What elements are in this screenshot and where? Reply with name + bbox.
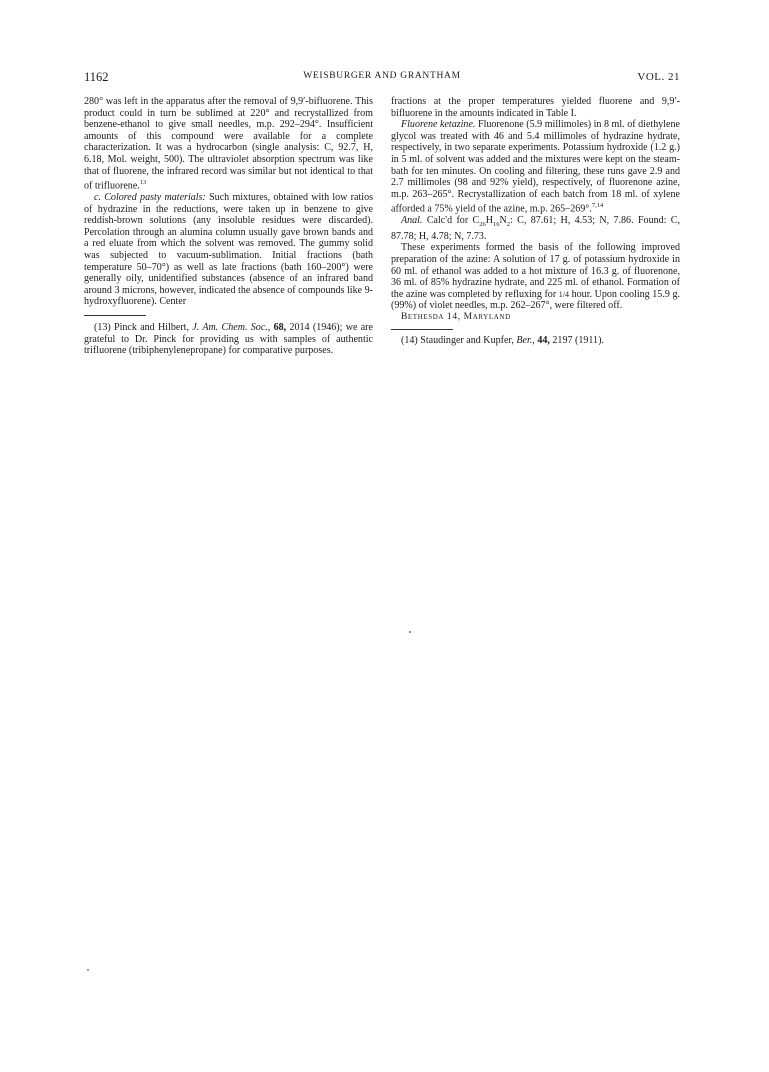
footnote-text: (13) Pinck and Hilbert, bbox=[94, 322, 193, 334]
footnote-text: 2014 (1946); we are grateful to Dr. Pinck for providing us with samples of authentic trifluorene (tribiphenylenepropane) for comparative purposes. bbox=[84, 322, 373, 357]
footnote-divider bbox=[84, 315, 146, 316]
footnote-text: (14) Staudinger and Kupfer, bbox=[401, 334, 517, 346]
reference-marker: 13 bbox=[139, 179, 147, 187]
analysis-label: Anal. bbox=[401, 215, 423, 227]
volume-number: 68, bbox=[270, 322, 287, 334]
fraction: 1/4 bbox=[558, 289, 570, 299]
journal-name: J. Am. Chem. Soc., bbox=[192, 322, 271, 334]
paragraph-text: fractions at the proper temperatures yielded fluorene and 9,9′-bifluorene in the amounts indicated in Table I. bbox=[391, 96, 680, 119]
subscript: 26 bbox=[479, 221, 486, 229]
page-number: 1162 bbox=[84, 70, 109, 84]
paragraph bbox=[391, 96, 680, 119]
running-title: WEISBURGER AND GRANTHAM bbox=[303, 71, 461, 81]
scan-speck bbox=[87, 969, 89, 971]
journal-name: Ber., bbox=[516, 334, 535, 346]
section-label: Fluorene ketazine. bbox=[401, 119, 476, 131]
footnote-divider bbox=[391, 329, 453, 330]
analysis-text: : C, 87.61; H, 4.53; N, 7.86. Found: C, 87.78; H, 4.78; N, 7.73. bbox=[391, 215, 680, 242]
paragraph bbox=[84, 96, 373, 192]
paragraph bbox=[391, 119, 680, 215]
scan-speck bbox=[409, 631, 411, 633]
running-header bbox=[84, 70, 680, 86]
paragraph-text: Fluorenone (5.9 millimoles) in 8 ml. of diethylene glycol was treated with 46 and 5.4 millimoles of hydrazine hydrate, respectively, in two separate experiments. Potassium hydroxide (1.2 g.) in 5 ml. of solvent was added and the mixtures were kept on the steam-bath for ten minutes. On cooling and filtering, these runs gave 2.9 and 2.7 millimoles (98 and 92% yield), respectively, of fluorenone azine, m.p. 263–265°. Recrystallization of each batch from 18 ml. of xylene afforded a 75% yield of the azine, m.p. 265–269°. bbox=[391, 119, 680, 215]
analysis-text: Calc'd for C bbox=[422, 215, 480, 227]
left-column bbox=[84, 96, 373, 357]
section-label: c. Colored pasty materials: bbox=[94, 192, 206, 204]
paragraph-text: hour. Upon cooling 15.9 g. (99%) of violet needles, m.p. 262–267°, were filtered off. bbox=[391, 288, 681, 312]
paragraph-text: 280° was left in the apparatus after the removal of 9,9′-bifluorene. This product could in turn be sublimed at 220° and recrystallized from benzene-ethanol to give small needles, m.p. 292–294°. Insufficient amounts of this compound were available for a complete characterization. It was a hydrocarbon (single analysis: C, 92.7, H, 6.18, Mol. weight, 500). The ultraviolet absorption spectrum was like that of fluorene, the infrared record was similar but not identical to that of trifluorene. bbox=[84, 96, 373, 192]
subscript: 16 bbox=[493, 221, 500, 229]
author-address: Bethesda 14, Maryland bbox=[401, 312, 511, 323]
paragraph bbox=[391, 242, 680, 312]
paragraph bbox=[84, 192, 373, 308]
element-symbol: N bbox=[499, 215, 507, 227]
footnote-14 bbox=[391, 335, 680, 347]
subscript: 2 bbox=[506, 221, 511, 229]
volume-label: VOL. 21 bbox=[637, 71, 680, 83]
paragraph-text: Such mixtures, obtained with low ratios of hydrazine in the reductions, were taken up in benzene to give reddish-brown solutions (any insoluble residues were discarded). Percolation through an alumina column usually gave brown bands and a red eluate from which the solvent was removed. The gummy solid was subjected to vacuum-sublimation. Initial fractions (bath temperature 50–70°) as well as late fractions (bath 160–200°) were generally oily, unidentified substances (absence of an infrared band around 3 microns, however, indicated the absence of compounds like 9-hydroxyfluorene). Center bbox=[84, 192, 374, 308]
footnote-text: 2197 (1911). bbox=[549, 334, 604, 346]
reference-marker: 7,14 bbox=[591, 202, 604, 210]
paragraph-text: These experiments formed the basis of the following improved preparation of the azine: A solution of 17 g. of potassium hydroxide in 60 ml. of ethanol was added to a hot mixture of 16.3 g. of fluorenone, 36 ml. of 85% hydrazine hydrate, and 225 ml. of ethanol. Formation of the azine was completed by refluxing for bbox=[391, 242, 680, 300]
right-column bbox=[391, 96, 680, 346]
volume-number: 44, bbox=[534, 334, 550, 346]
element-symbol: H bbox=[485, 215, 494, 227]
analysis-paragraph bbox=[391, 215, 680, 242]
footnote-13 bbox=[84, 322, 373, 357]
